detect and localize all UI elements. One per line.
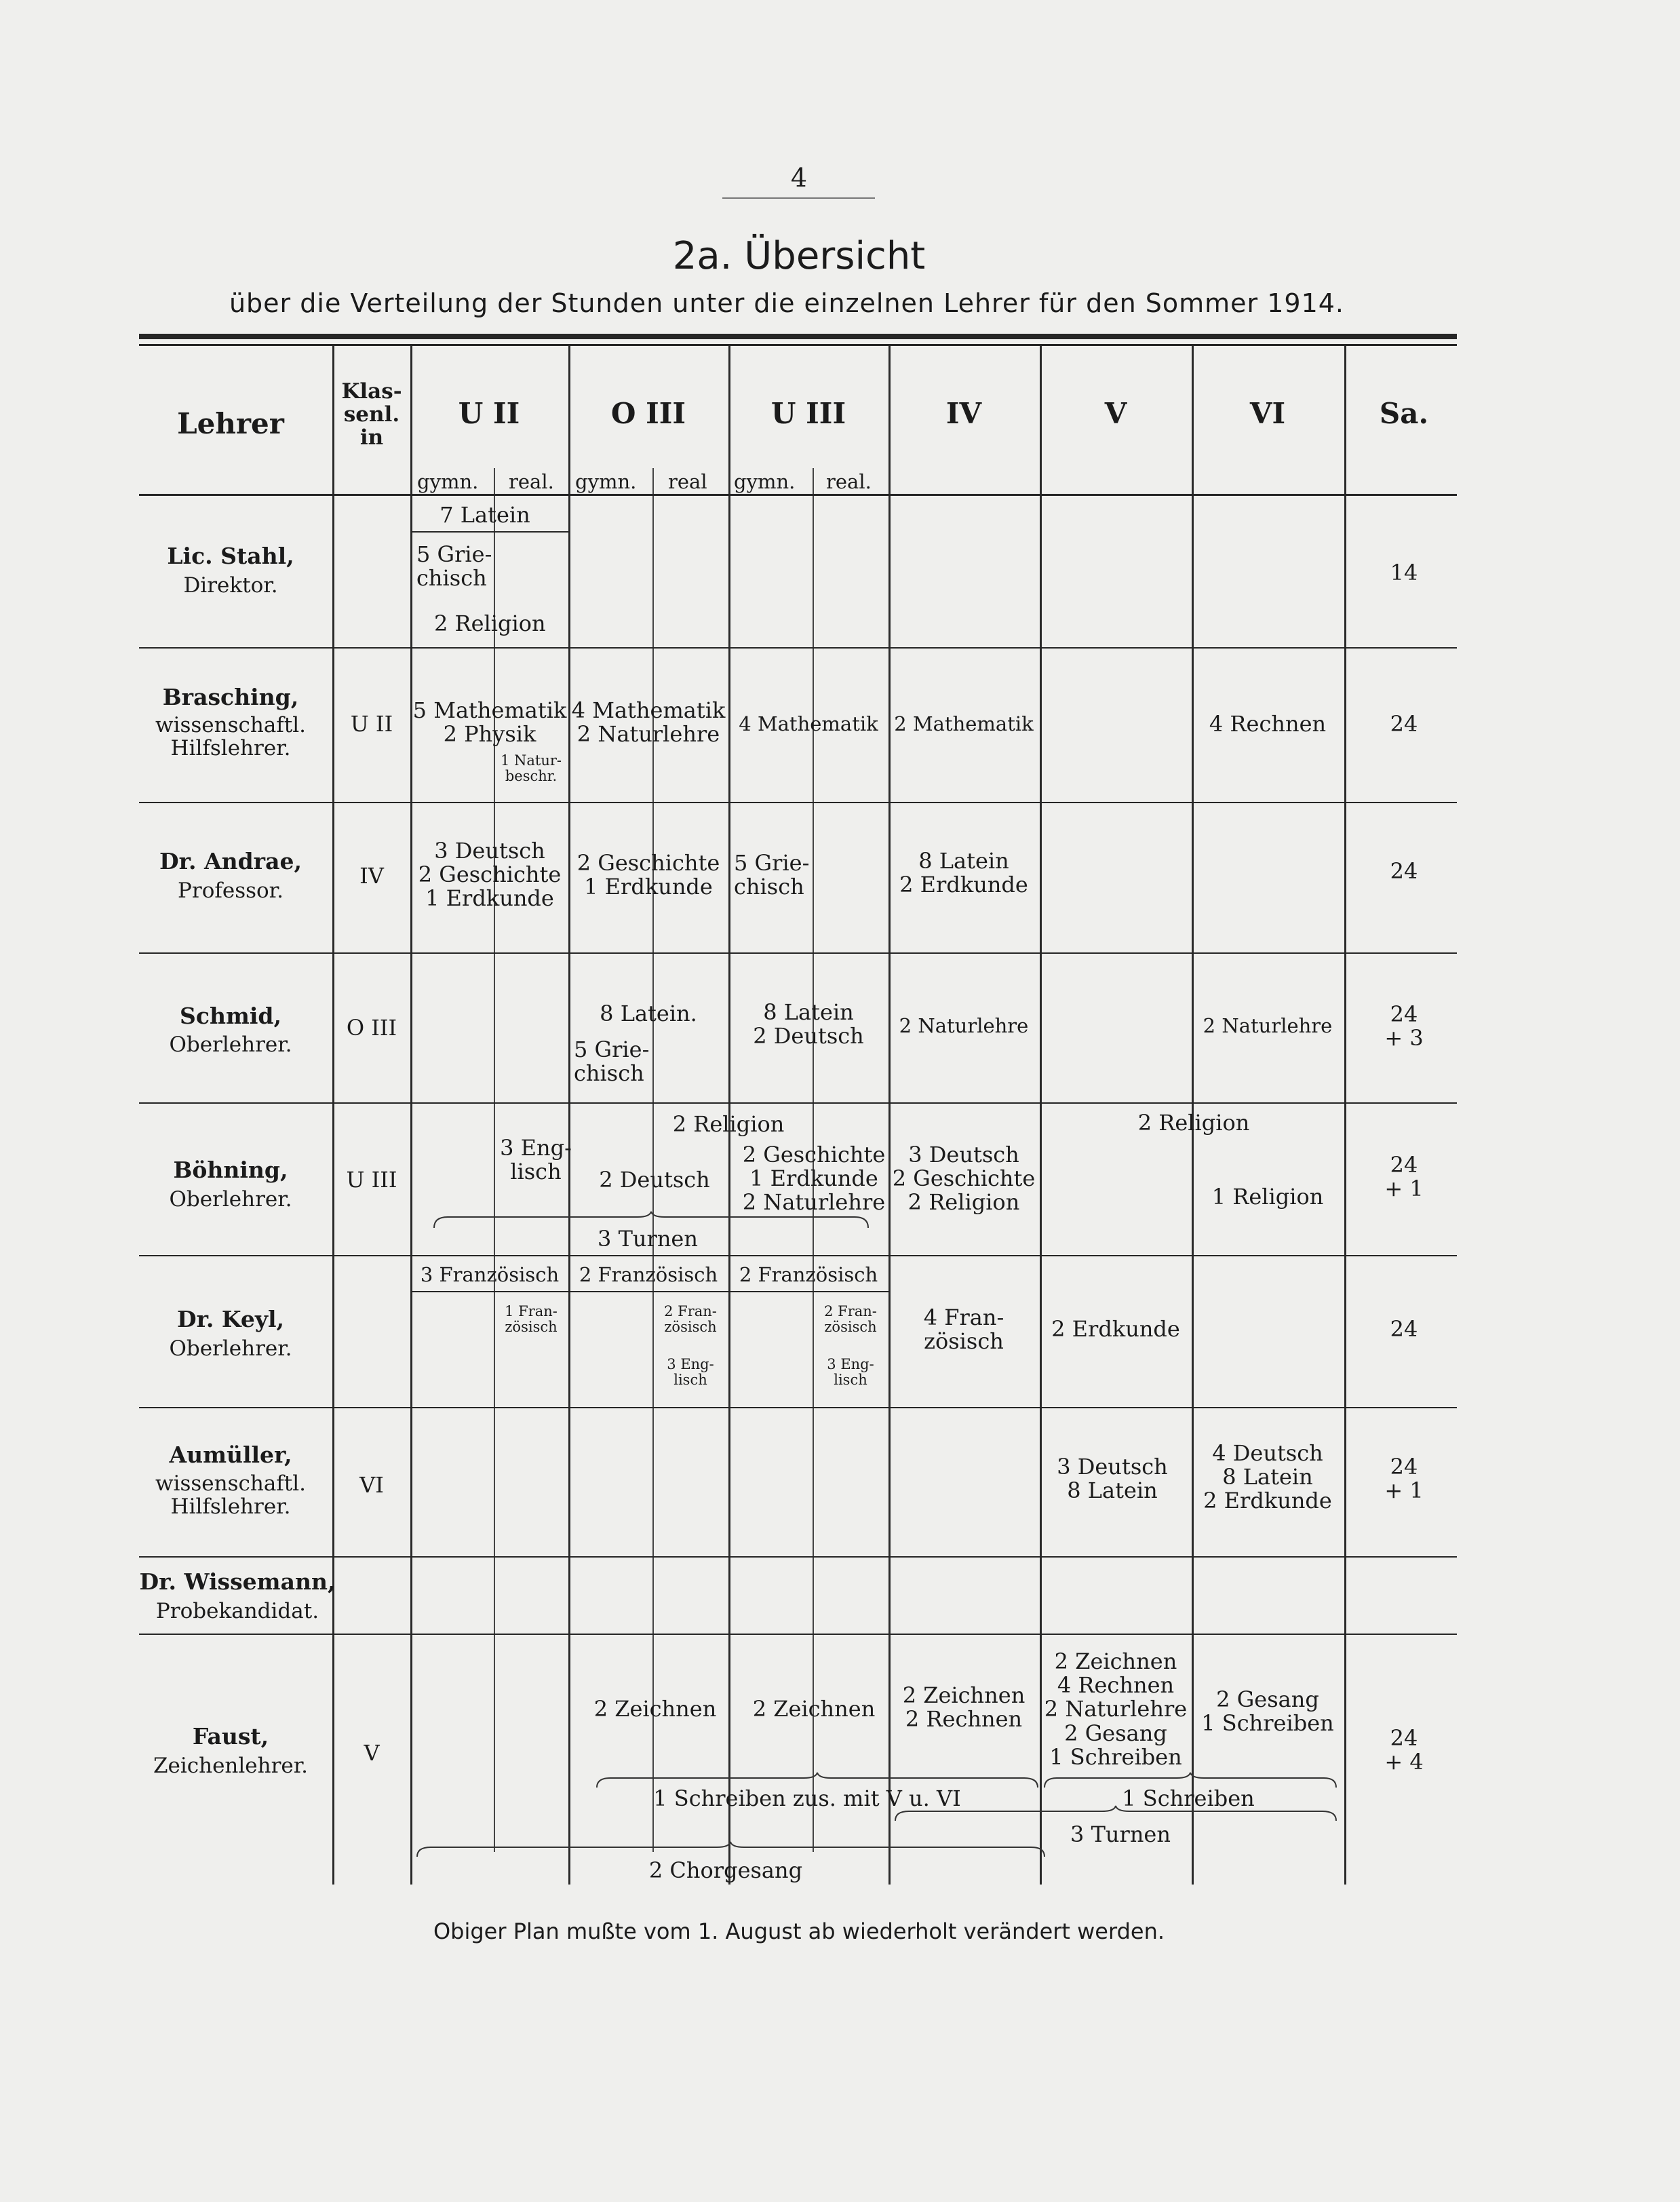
schmid-oiii-latein: 8 Latein. — [600, 1001, 697, 1026]
teacher-name-brasching: Brasching, — [162, 684, 299, 710]
teacher-role-wissemann: Probekandidat. — [155, 1599, 319, 1623]
faust-v: 2 Zeichnen 4 Rechnen 2 Naturlehre 2 Gesang 1 Schreiben — [1044, 1648, 1188, 1770]
keyl-fr-uiii: 2 Französisch — [739, 1263, 878, 1286]
header-iv: IV — [945, 397, 982, 430]
subcol-divider-oiii — [652, 468, 654, 1852]
col-divider-v — [1040, 346, 1042, 1885]
faust-sa: 24 + 4 — [1384, 1725, 1424, 1775]
keyl-fr-oiii: 2 Französisch — [579, 1263, 718, 1286]
schmid-iv: 2 Naturlehre — [899, 1014, 1029, 1037]
brasching-iv: 2 Mathematik — [894, 712, 1034, 735]
schmid-sa: 24 + 3 — [1384, 1001, 1424, 1051]
faust-schreiben-brace — [597, 1774, 1038, 1792]
page-number: 4 — [790, 163, 808, 193]
header-uii-real: real. — [509, 470, 554, 493]
faust-iv: 2 Zeichnen 2 Rechnen — [902, 1682, 1025, 1733]
stahl-sa: 14 — [1390, 560, 1418, 585]
faust-chorgesang-brace — [417, 1843, 1044, 1861]
teacher-role-brasching: wissenschaftl. Hilfslehrer. — [155, 713, 306, 761]
keyl-en-oiii-real: 3 Eng- lisch — [667, 1356, 714, 1389]
boehning-englisch: 3 Eng- lisch — [500, 1135, 572, 1185]
keyl-v: 2 Erdkunde — [1051, 1316, 1180, 1342]
keyl-fr-rule — [411, 1291, 888, 1292]
faust-schreiben-zus: 1 Schreiben zus. mit V u. VI — [653, 1785, 961, 1811]
boehning-klassenl: U III — [346, 1167, 397, 1193]
boehning-religion-b: 2 Religion — [1137, 1110, 1250, 1136]
schmid-uiii: 8 Latein 2 Deutsch — [753, 999, 864, 1049]
row-rule-4 — [139, 1102, 1457, 1104]
header-lehrer: Lehrer — [177, 407, 284, 440]
teacher-role-faust: Zeichenlehrer. — [153, 1754, 309, 1778]
header-uii-gymn: gymn. — [417, 470, 479, 493]
brasching-klassenl: U II — [350, 711, 393, 737]
brasching-naturbeschr: 1 Natur- beschr. — [500, 752, 562, 785]
faust-vi: 2 Gesang 1 Schreiben — [1201, 1686, 1334, 1737]
faust-schreiben: 1 Schreiben — [1122, 1785, 1255, 1811]
brasching-sa: 24 — [1390, 711, 1418, 737]
faust-chorgesang: 2 Chorgesang — [648, 1857, 803, 1883]
schmid-klassenl: O III — [346, 1015, 397, 1041]
table-top-rule — [139, 334, 1457, 339]
andrae-uii: 3 Deutsch 2 Geschichte 1 Erdkunde — [418, 838, 562, 912]
header-oiii-real: real — [668, 470, 707, 493]
teacher-role-aumueller: wissenschaftl. Hilfslehrer. — [155, 1471, 306, 1520]
header-uii: U II — [458, 397, 520, 430]
andrae-oiii: 2 Geschichte 1 Erdkunde — [577, 850, 720, 900]
teacher-name-stahl: Lic. Stahl, — [167, 543, 294, 569]
faust-klassenl: V — [364, 1740, 380, 1766]
aumueller-v: 3 Deutsch 8 Latein — [1057, 1454, 1168, 1504]
col-divider-iv — [888, 346, 891, 1885]
andrae-klassenl: IV — [359, 863, 384, 889]
col-divider-sa — [1344, 346, 1346, 1885]
stahl-religion: 2 Religion — [434, 611, 546, 636]
page-title: 2a. Übersicht — [672, 234, 926, 278]
stahl-latein: 7 Latein — [439, 502, 530, 528]
header-vi: VI — [1249, 397, 1286, 430]
keyl-fr-oiii-real: 2 Fran- zösisch — [664, 1303, 717, 1336]
teacher-name-faust: Faust, — [192, 1723, 269, 1750]
teacher-role-schmid: Oberlehrer. — [169, 1032, 292, 1057]
teacher-name-boehning: Böhning, — [173, 1157, 288, 1183]
keyl-fr-uiii-real: 2 Fran- zösisch — [824, 1303, 877, 1336]
boehning-religion-a: 2 Religion — [672, 1111, 785, 1137]
brasching-uiii: 4 Mathematik — [739, 712, 878, 735]
row-rule-7 — [139, 1556, 1457, 1558]
faust-turnen-brace — [895, 1807, 1336, 1825]
brasching-uii: 5 Mathematik 2 Physik — [412, 697, 567, 748]
header-oiii-gymn: gymn. — [575, 470, 637, 493]
keyl-fr-uii-real: 1 Fran- zösisch — [505, 1303, 558, 1336]
andrae-uiii: 5 Grie- chisch — [734, 850, 810, 900]
row-rule-2 — [139, 802, 1457, 803]
aumueller-sa: 24 + 1 — [1384, 1454, 1424, 1504]
brasching-vi: 4 Rechnen — [1209, 711, 1327, 737]
boehning-deutsch: 2 Deutsch — [599, 1167, 710, 1193]
brasching-oiii: 4 Mathematik 2 Naturlehre — [571, 697, 726, 748]
aumueller-vi: 4 Deutsch 8 Latein 2 Erdkunde — [1203, 1440, 1332, 1514]
footnote: Obiger Plan mußte vom 1. August ab wiederholt verändert werden. — [433, 1918, 1165, 1944]
stahl-griechisch: 5 Grie- chisch — [416, 541, 492, 592]
teacher-role-boehning: Oberlehrer. — [169, 1187, 292, 1212]
page-subtitle: über die Verteilung der Stunden unter die einzelnen Lehrer für den Sommer 1914. — [229, 288, 1345, 318]
header-sa: Sa. — [1379, 397, 1429, 430]
boehning-vi: 1 Religion — [1211, 1184, 1324, 1210]
boehning-sa: 24 + 1 — [1384, 1152, 1424, 1202]
andrae-sa: 24 — [1390, 858, 1418, 884]
header-oiii: O III — [610, 397, 686, 430]
teacher-name-schmid: Schmid, — [180, 1003, 281, 1029]
col-divider-uii — [410, 346, 412, 1885]
andrae-iv: 8 Latein 2 Erdkunde — [899, 848, 1028, 898]
col-divider-klassenl — [332, 346, 334, 1885]
keyl-iv: 4 Fran- zösisch — [923, 1305, 1004, 1355]
teacher-name-keyl: Dr. Keyl, — [176, 1306, 285, 1332]
faust-uiii: 2 Zeichnen — [752, 1696, 876, 1722]
keyl-en-uiii-real: 3 Eng- lisch — [827, 1356, 874, 1389]
faust-schreiben-brace-right — [1044, 1774, 1336, 1792]
row-rule-1 — [139, 647, 1457, 649]
row-rule-6 — [139, 1407, 1457, 1408]
teacher-role-keyl: Oberlehrer. — [169, 1336, 292, 1361]
boehning-turnen-brace — [434, 1213, 868, 1233]
teacher-name-aumueller: Aumüller, — [169, 1442, 292, 1468]
keyl-fr-uii: 3 Französisch — [420, 1263, 560, 1286]
teacher-name-wissemann: Dr. Wissemann, — [139, 1568, 336, 1595]
page-number-rule — [722, 197, 875, 199]
stahl-latein-rule — [411, 531, 568, 533]
keyl-sa: 24 — [1390, 1316, 1418, 1342]
boehning-turnen: 3 Turnen — [598, 1226, 698, 1252]
col-divider-oiii — [568, 346, 570, 1885]
header-klassenl: Klas- senl. in — [341, 379, 402, 450]
header-uiii: U III — [770, 397, 846, 430]
faust-turnen: 3 Turnen — [1070, 1821, 1171, 1847]
row-rule-8 — [139, 1634, 1457, 1635]
header-bottom-rule — [139, 494, 1457, 496]
teacher-role-andrae: Professor. — [178, 878, 284, 903]
schmid-oiii-griechisch: 5 Grie- chisch — [574, 1037, 650, 1087]
boehning-iv: 3 Deutsch 2 Geschichte 2 Religion — [892, 1142, 1036, 1216]
faust-oiii: 2 Zeichnen — [593, 1696, 717, 1722]
table-top-rule-thin — [139, 344, 1457, 346]
subcol-divider-uii — [494, 468, 495, 1852]
header-v: V — [1104, 397, 1127, 430]
teacher-name-andrae: Dr. Andrae, — [159, 848, 302, 874]
header-uiii-gymn: gymn. — [734, 470, 796, 493]
header-uiii-real: real. — [826, 470, 872, 493]
aumueller-klassenl: VI — [359, 1472, 384, 1498]
boehning-uiii: 2 Geschichte 1 Erdkunde 2 Naturlehre — [742, 1142, 886, 1216]
row-rule-3 — [139, 952, 1457, 954]
teacher-role-stahl: Direktor. — [183, 573, 278, 598]
schmid-vi: 2 Naturlehre — [1203, 1014, 1333, 1037]
row-rule-5 — [139, 1255, 1457, 1256]
